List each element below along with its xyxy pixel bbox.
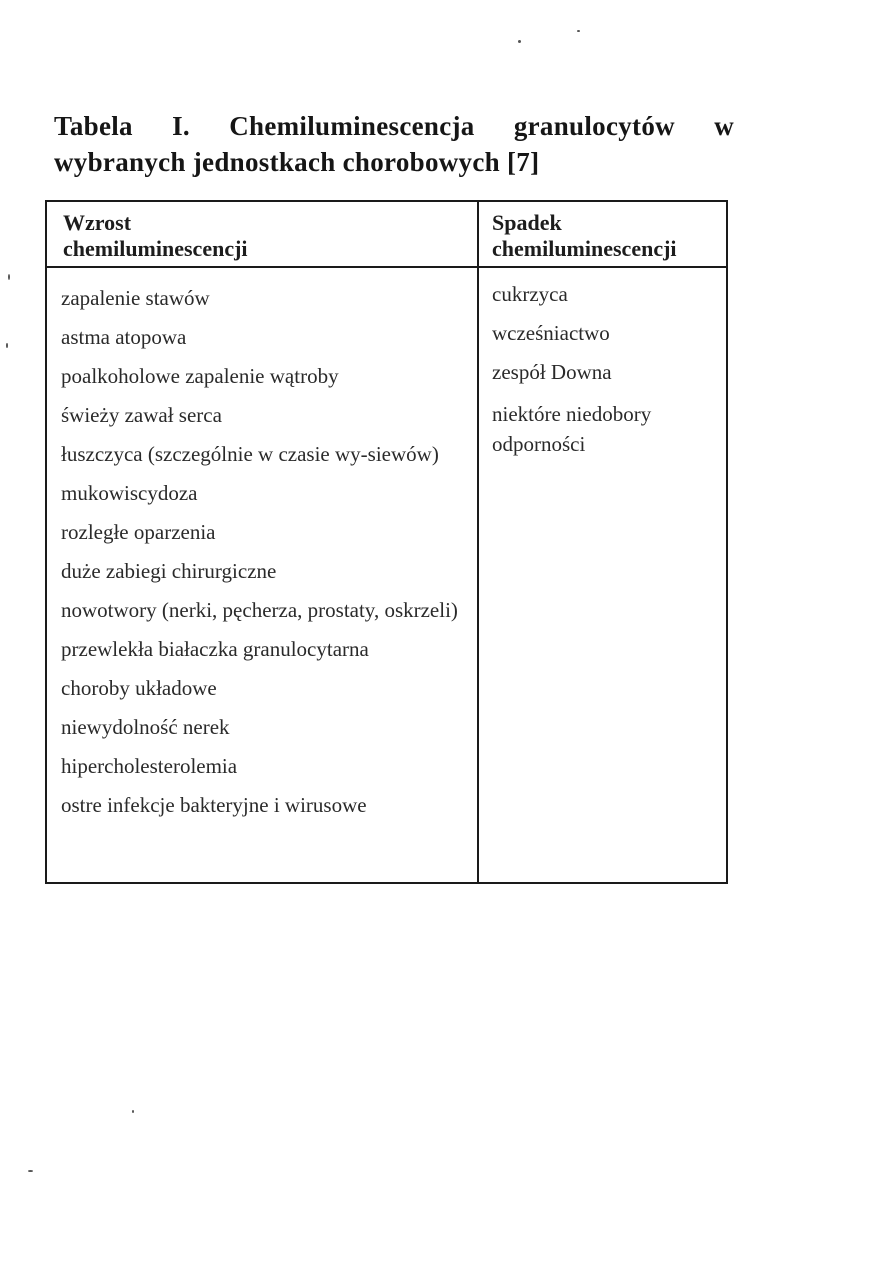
scan-speck (577, 30, 580, 32)
table-caption (54, 108, 734, 180)
scan-speck (6, 343, 8, 348)
list-item: łuszczyca (szczególnie w czasie wy-siewów) (61, 442, 439, 466)
list-item: przewlekła białaczka granulocytarna (61, 637, 369, 661)
header-decrease (492, 210, 722, 262)
list-item: hipercholesterolemia (61, 754, 238, 778)
scan-speck (132, 1110, 134, 1113)
caption-line-1: Tabela I. Chemiluminescencja granulocytów w (54, 111, 734, 141)
list-item: choroby układowe (61, 676, 217, 700)
column-divider (477, 202, 479, 882)
scan-speck (518, 40, 521, 43)
header-decrease-line-2: chemiluminescencji (492, 236, 677, 261)
scan-speck (8, 274, 10, 280)
list-item: poalkoholowe zapalenie wątroby (61, 364, 339, 388)
list-item: rozległe oparzenia (61, 520, 216, 544)
list-item: ostre infekcje bakteryjne i wirusowe (61, 793, 367, 817)
list-item: cukrzyca (492, 282, 568, 306)
list-item: astma atopowa (61, 325, 187, 349)
list-item: zespół Downa (492, 360, 612, 384)
list-item: wcześniactwo (492, 321, 610, 345)
disease-table (45, 200, 728, 884)
header-decrease-line-1: Spadek (492, 210, 562, 235)
header-increase (63, 210, 468, 262)
scan-speck (28, 1170, 33, 1172)
list-item: duże zabiegi chirurgiczne (61, 559, 277, 583)
list-item: niewydolność nerek (61, 715, 230, 739)
header-divider (47, 266, 726, 268)
header-increase-line-1: Wzrost (63, 210, 132, 235)
decrease-list (492, 282, 717, 473)
list-item: zapalenie stawów (61, 286, 210, 310)
header-increase-line-2: chemiluminescencji (63, 236, 248, 261)
caption-line-2: wybranych jednostkach chorobowych [7] (54, 147, 540, 177)
list-item: świeży zawał serca (61, 403, 222, 427)
list-item: nowotwory (nerki, pęcherza, prostaty, oskrzeli) (61, 598, 458, 622)
list-item: niektóre niedobory odporności (492, 402, 652, 456)
increase-list (61, 286, 466, 832)
list-item: mukowiscydoza (61, 481, 198, 505)
